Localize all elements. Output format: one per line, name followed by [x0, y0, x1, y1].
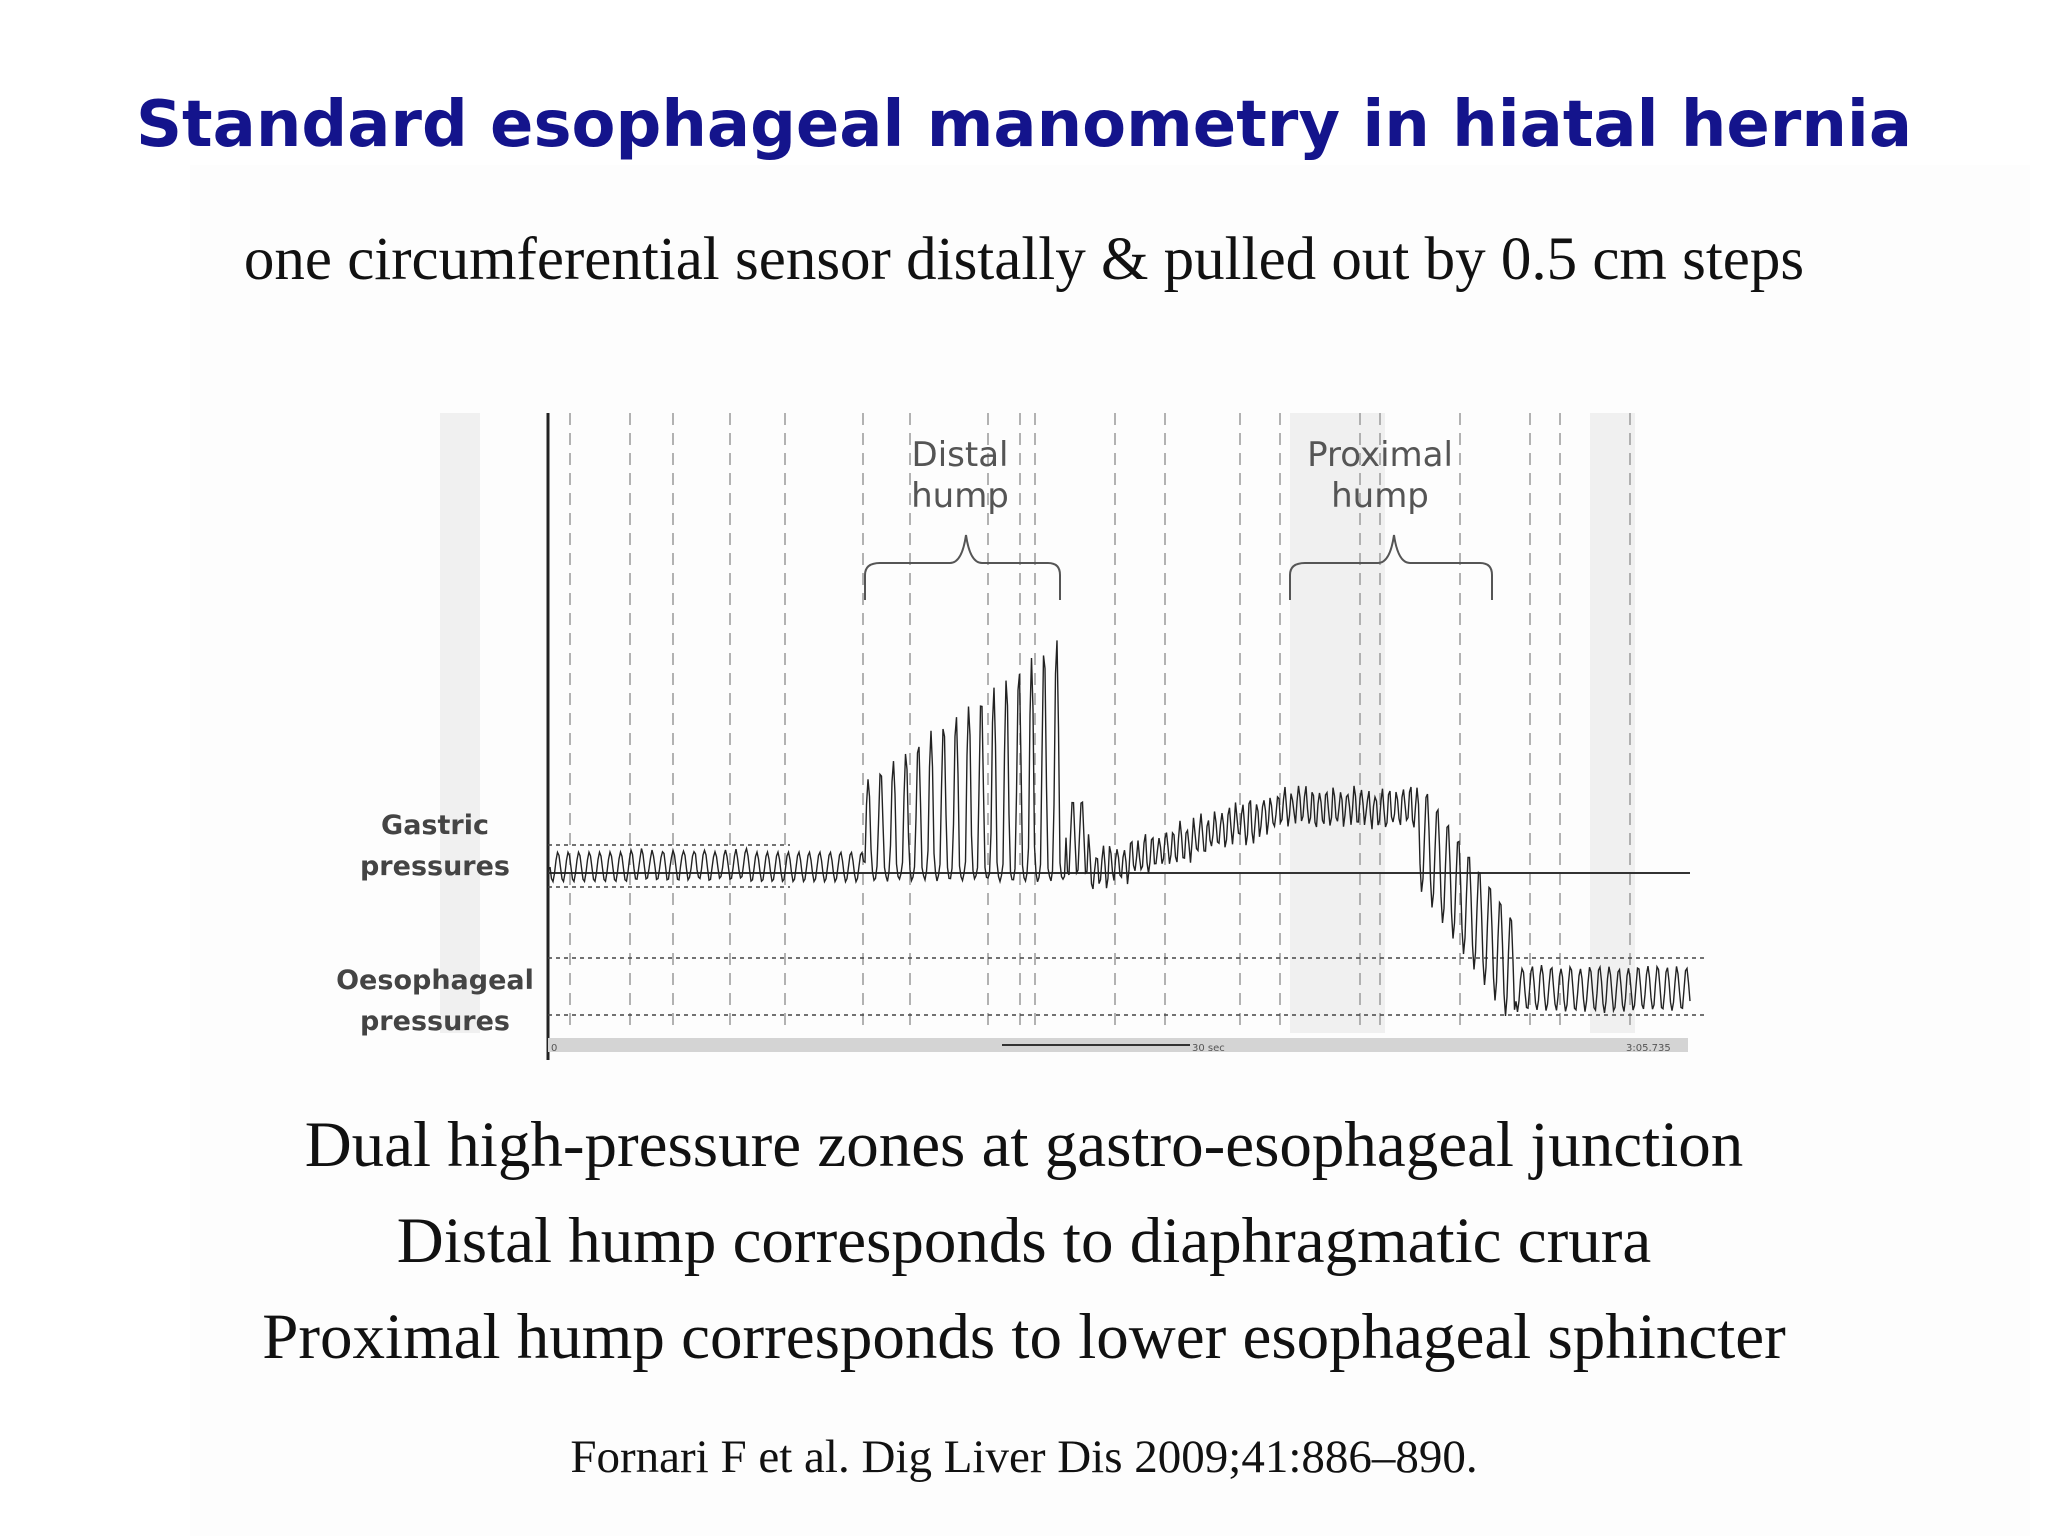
slide-subtitle: one circumferential sensor distally & pulled out by 0.5 cm steps [243, 226, 1805, 293]
gastric-label-line1: Gastric [381, 810, 489, 841]
reference-lines [548, 413, 1705, 1060]
time-bar-scale: 30 sec [1192, 1043, 1225, 1054]
proximal-label-line2: hump [1331, 476, 1429, 516]
oesophageal-pressures-label [325, 960, 545, 1042]
conclusion-line: Dual high-pressure zones at gastro-esophageal junction [304, 1109, 1744, 1181]
proximal-hump-label [1290, 435, 1470, 517]
time-bar-start: 0 [551, 1043, 558, 1054]
pressure-trace-line [550, 640, 1690, 1016]
slide-title: Standard esophageal manometry in hiatal hernia [135, 88, 1913, 162]
shaded-band [440, 413, 480, 1033]
distal-label-line2: hump [911, 476, 1009, 516]
gastric-label-line2: pressures [359, 851, 511, 882]
oesophageal-label-line1: Oesophageal [336, 965, 534, 996]
oesophageal-label-line2: pressures [359, 1006, 511, 1037]
manometry-tracing-figure [330, 405, 1710, 1065]
gastric-pressures-label [335, 805, 535, 887]
shaded-band [1590, 413, 1635, 1033]
citation: Fornari F et al. Dig Liver Dis 2009;41:886–890. [570, 1431, 1478, 1483]
distal-bracket [865, 535, 1060, 600]
distal-hump-label [890, 435, 1030, 517]
dashed-gridlines [570, 413, 1630, 1030]
time-bar-end: 3:05.735 [1626, 1043, 1671, 1054]
conclusions [0, 1097, 2048, 1385]
conclusion-line: Distal hump corresponds to diaphragmatic crura [396, 1205, 1652, 1277]
hump-brackets [865, 535, 1492, 600]
proximal-label-line1: Proximal [1307, 435, 1453, 475]
pressure-trace [550, 640, 1690, 1016]
distal-label-line1: Distal [911, 435, 1009, 475]
time-bar [548, 1038, 1688, 1052]
conclusion-line: Proximal hump corresponds to lower esophageal sphincter [262, 1301, 1786, 1373]
